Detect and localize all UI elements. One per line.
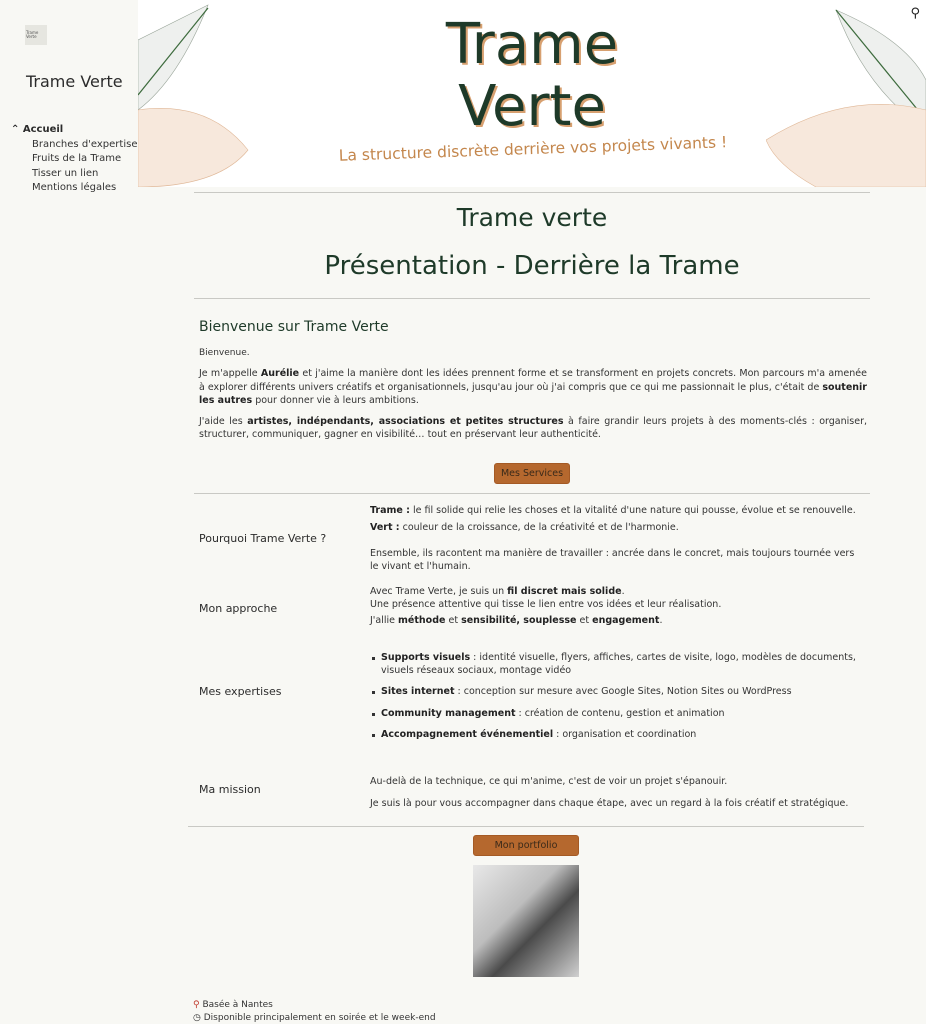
location-line: ⚲ Basée à Nantes (193, 1000, 273, 1010)
nav-item-branches[interactable]: Branches d'expertise (32, 138, 138, 150)
list-item: Accompagnement événementiel : organisation et coordination (370, 729, 860, 742)
hero-banner (138, 0, 926, 187)
approach-label: Mon approche (199, 602, 278, 615)
footer-info (193, 999, 436, 1024)
divider (194, 298, 870, 299)
list-item: Community management : création de contenu, gestion et animation (370, 708, 860, 721)
welcome-text: Bienvenue. (199, 347, 250, 358)
approach-text: Avec Trame Verte, je suis un fil discret mais solide. Une présence attentive qui tisse le lien entre vos idées et leur réalisation. J'allie méthode et sensibilité, souplesse et engagement. (370, 586, 722, 626)
sidebar-nav (11, 123, 137, 196)
chevron-up-icon[interactable]: ⌃ (11, 124, 20, 135)
why-text: Trame : le fil solide qui relie les choses et la vitalité d'une nature qui pousse, évolue et se renouvelle. Vert : couleur de la croissance, de la créativité et de l'harmonie. Ensemble, ils racontent ma manière de travailler : ancrée dans le concret, mais toujours tournée vers le vivant et l'humain. (370, 505, 856, 572)
sidebar (0, 0, 138, 1024)
page-title: Présentation - Derrière la Trame (324, 251, 740, 281)
list-item: Sites internet : conception sur mesure avec Google Sites, Notion Sites ou WordPress (370, 686, 860, 699)
divider (188, 826, 864, 827)
list-item: Supports visuels : identité visuelle, flyers, affiches, cartes de visite, logo, modèles de documents, visuels réseaux sociaux, montage vidéo (370, 652, 860, 677)
mission-text: Au-delà de la technique, ce qui m'anime, c'est de voir un projet s'épanouir. Je suis là pour vous accompagner dans chaque étape, avec un regard à la fois créatif et stratégique. (370, 776, 849, 809)
divider (194, 192, 870, 193)
nav-label: Accueil (22, 124, 64, 135)
divider (194, 493, 870, 494)
welcome-section (199, 321, 867, 449)
site-logo[interactable] (25, 25, 47, 45)
logo-text: Trame Verte (26, 30, 39, 39)
search-icon[interactable]: ⚲ (910, 6, 920, 21)
nav-item-tisser[interactable]: Tisser un lien (32, 167, 99, 179)
expertise-label: Mes expertises (199, 685, 282, 698)
profile-photo (473, 865, 579, 977)
help-paragraph: J'aide les artistes, indépendants, associations et petites structures à faire grandir leurs projets à des moments-clés : organiser, structurer, communiquer, gagner en visibilité… tout en préservant leur authenticité. (199, 415, 867, 440)
nav-item-mentions[interactable]: Mentions légales (32, 182, 117, 193)
hero-subtitle: La structure discrète derrière vos projets vivants ! (338, 133, 728, 165)
mission-label: Ma mission (199, 783, 261, 796)
expertise-list (370, 652, 860, 751)
nav-item-fruits[interactable]: Fruits de la Trame (32, 153, 122, 164)
portfolio-button[interactable]: Mon portfolio (473, 835, 579, 856)
why-label: Pourquoi Trame Verte ? (199, 532, 327, 545)
site-heading: Trame verte (456, 203, 608, 232)
site-title[interactable]: Trame Verte (26, 72, 123, 91)
clock-icon: ◷ (193, 1012, 201, 1023)
welcome-title: Bienvenue sur Trame Verte (199, 319, 389, 335)
nav-item-accueil[interactable] (11, 123, 137, 138)
hero-title: Trame Verte (445, 12, 619, 139)
services-button[interactable]: Mes Services (494, 463, 570, 484)
pin-icon: ⚲ (193, 1000, 200, 1010)
intro-paragraph: Je m'appelle Aurélie et j'aime la manière dont les idées prennent forme et se transforment en projets concrets. Mon parcours m'a amenée à explorer différents univers créatifs et organisationnels, jusqu'au jour où j'ai compris que ce qui me passionnait le plus, c'était de soutenir les autres pour donner vie à leurs ambitions. (199, 368, 867, 406)
availability-line: ◷ Disponible principalement en soirée et le week-end (193, 1012, 436, 1023)
